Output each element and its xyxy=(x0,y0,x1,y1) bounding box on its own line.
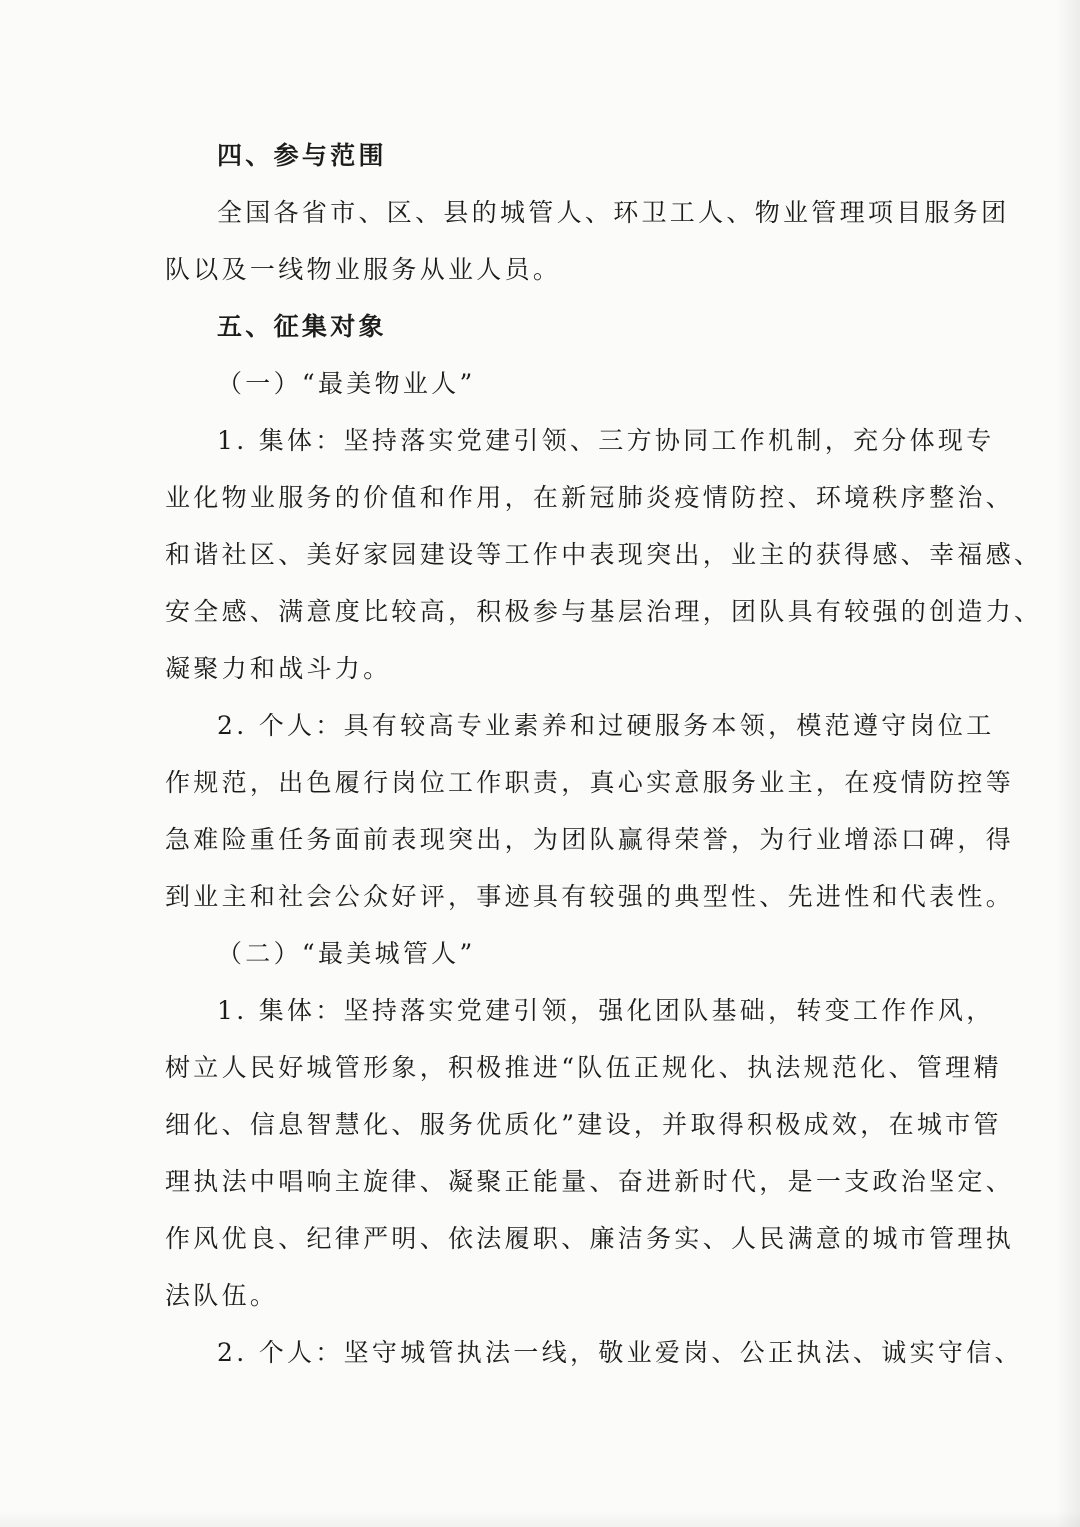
paragraph-line: 作规范，出色履行岗位工作职责，真心实意服务业主，在疫情防控等 xyxy=(165,768,1015,797)
scan-shadow-bottom xyxy=(0,1511,1080,1527)
paragraph-line: 2. 个人：具有较高专业素养和过硬服务本领，模范遵守岗位工 xyxy=(217,711,995,740)
paragraph-line: 和谐社区、美好家园建设等工作中表现突出，业主的获得感、幸福感、 xyxy=(165,540,1043,569)
subsection-title-property: （一）“最美物业人” xyxy=(217,369,476,398)
paragraph-line: 2. 个人：坚守城管执法一线，敬业爱岗、公正执法、诚实守信、 xyxy=(217,1338,1023,1367)
paragraph-line: 1. 集体：坚持落实党建引领，强化团队基础，转变工作作风， xyxy=(217,996,995,1025)
paragraph-line: 细化、信息智慧化、服务优质化”建设，并取得积极成效，在城市管 xyxy=(165,1110,1002,1139)
paragraph-line: 安全感、满意度比较高，积极参与基层治理，团队具有较强的创造力、 xyxy=(165,597,1043,626)
paragraph-line: 队以及一线物业服务从业人员。 xyxy=(165,255,562,284)
paragraph-line: 到业主和社会公众好评，事迹具有较强的典型性、先进性和代表性。 xyxy=(165,882,1015,911)
paragraph-line: 业化物业服务的价值和作用，在新冠肺炎疫情防控、环境秩序整治、 xyxy=(165,483,1015,512)
paragraph-line: 理执法中唱响主旋律、凝聚正能量、奋进新时代，是一支政治坚定、 xyxy=(165,1167,1015,1196)
paragraph-line: 树立人民好城管形象，积极推进“队伍正规化、执法规范化、管理精 xyxy=(165,1053,1002,1082)
paragraph-line: 作风优良、纪律严明、依法履职、廉洁务实、人民满意的城市管理执 xyxy=(165,1224,1015,1253)
paragraph-line: 法队伍。 xyxy=(165,1281,279,1310)
subsection-title-urban-management: （二）“最美城管人” xyxy=(217,939,476,968)
document-body xyxy=(165,127,1043,1381)
paragraph-line: 急难险重任务面前表现突出，为团队赢得荣誉，为行业增添口碑，得 xyxy=(165,825,1015,854)
paragraph-line: 全国各省市、区、县的城管人、环卫工人、物业管理项目服务团 xyxy=(217,198,1010,227)
section-heading-targets: 五、征集对象 xyxy=(217,312,387,341)
paragraph-line: 凝聚力和战斗力。 xyxy=(165,654,392,683)
scan-shadow-right xyxy=(1056,0,1080,1527)
paragraph-line: 1. 集体：坚持落实党建引领、三方协同工作机制，充分体现专 xyxy=(217,426,995,455)
section-heading-scope: 四、参与范围 xyxy=(217,141,387,170)
